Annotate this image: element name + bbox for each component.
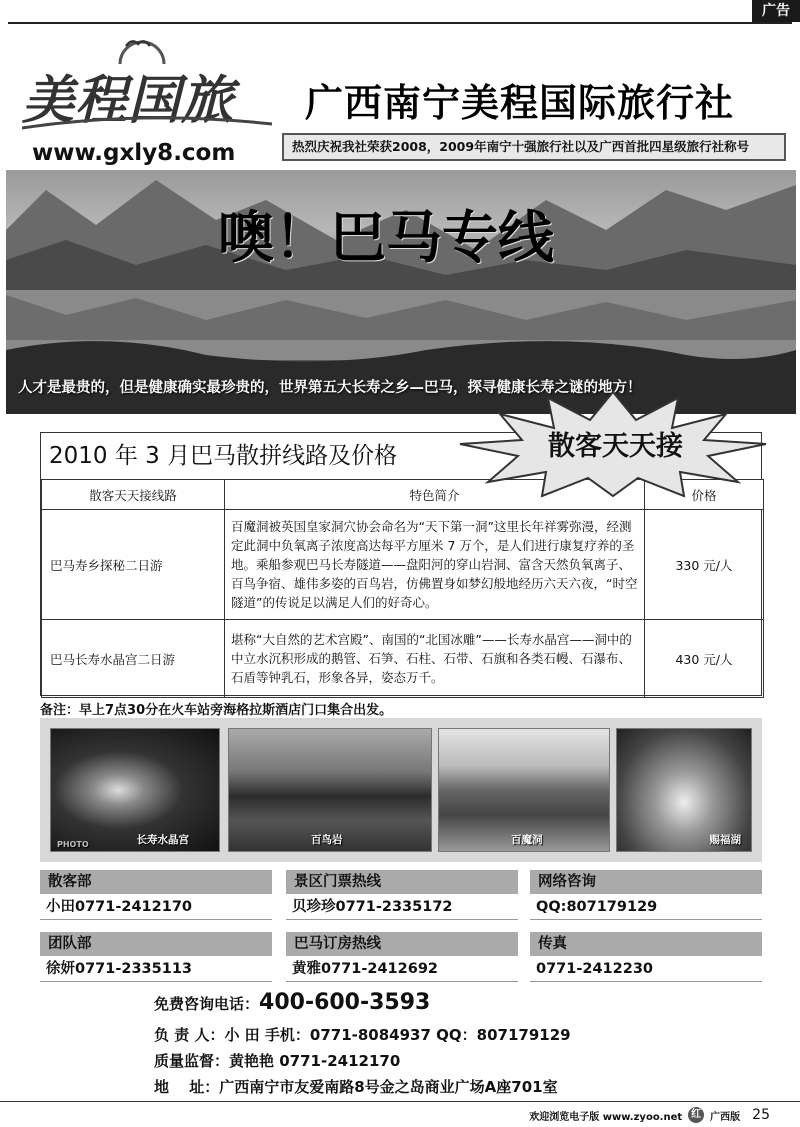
contact-hotel xyxy=(286,932,518,982)
daily-departure-label: 散客天天接 xyxy=(548,431,683,462)
contact-online xyxy=(530,870,762,920)
contact-label: 散客部 xyxy=(40,870,272,894)
footer xyxy=(529,1107,770,1123)
contact-label: 传真 xyxy=(530,932,762,956)
photo-strip xyxy=(40,718,762,862)
hero-slogan: 人才是最贵的，但是健康确实最珍贵的，世界第五大长寿之乡—巴马，探寻健康长寿之谜的地方！ xyxy=(18,380,642,396)
photo-blessing-lake xyxy=(616,728,752,852)
contact-value[interactable]: QQ:807179129 xyxy=(530,894,762,920)
logo-swoosh-icon xyxy=(22,114,272,134)
route-desc: 堪称“大自然的艺术宫殿”、南国的“北国冰雕”——长寿水晶宫——洞中的中立水沉积形成的鹅管、石笋、石柱、石带、石旗和各类石幔、石瀑布、石盾等钟乳石，形象各异，姿态万千。 xyxy=(225,620,645,698)
route-desc: 百魔洞被英国皇家洞穴协会命名为“天下第一洞”这里长年祥雾弥漫，经测定此洞中负氧离子浓度高达每平方厘米 7 万个，是人们进行康复疗养的圣地。乘船参观巴马长寿隧道——盘阳河的穿山岩洞、富含天然负氧离子、百鸟争宿、雄伟多姿的百鸟岩，仿佛置身如梦幻般地经历六天六夜，“时空隧道”的传说足以满足人们的好奇心。 xyxy=(225,510,645,620)
route-price: 330 元/人 xyxy=(645,510,764,620)
contact-fax xyxy=(530,932,762,982)
photo-bird-rock xyxy=(228,728,432,852)
contact-value[interactable]: 小田0771-2412170 xyxy=(40,894,272,920)
company-name: 广西南宁美程国际旅行社 xyxy=(305,81,735,125)
agency-logo xyxy=(12,30,282,130)
contact-label: 团队部 xyxy=(40,932,272,956)
contact-label: 景区门票热线 xyxy=(286,870,518,894)
route-table xyxy=(41,479,764,698)
footer-text[interactable]: 欢迎浏览电子版 www.zyoo.net xyxy=(529,1111,683,1123)
footer-edition: 广西版 xyxy=(710,1111,741,1123)
route-price: 430 元/人 xyxy=(645,620,764,698)
photo-caption: 百魔洞 xyxy=(511,834,543,846)
departure-note: 备注：早上7点30分在火车站旁海格拉斯酒店门口集合出发。 xyxy=(40,703,393,718)
footer-rule xyxy=(0,1101,800,1102)
photo-watermark: PHOTO xyxy=(57,840,89,849)
website-url[interactable]: www.gxly8.com xyxy=(32,140,236,166)
table-row xyxy=(42,510,764,620)
ad-corner-tag: 广告 xyxy=(752,0,800,22)
hero-banner xyxy=(6,170,796,414)
hotline-number[interactable]: 400-600-3593 xyxy=(259,990,431,1015)
header-feature: 特色简介 xyxy=(225,480,645,510)
photo-caption: 赐福湖 xyxy=(709,834,741,846)
header-price: 价格 xyxy=(645,480,764,510)
contact-retail xyxy=(40,870,272,920)
contact-label: 网络咨询 xyxy=(530,870,762,894)
address-line: 地 址：广西南宁市友爱南路8号金之岛商业广场A座701室 xyxy=(154,1078,558,1096)
publisher-badge-icon: 红 xyxy=(688,1107,704,1123)
hero-title: 噢！巴马专线 xyxy=(218,205,554,271)
contact-ticket xyxy=(286,870,518,920)
honor-banner: 热烈庆祝我社荣获2008，2009年南宁十强旅行社以及广西首批四星级旅行社称号 xyxy=(282,133,786,161)
manager-line: 负 责 人：小 田 手机：0771-8084937 QQ：807179129 xyxy=(154,1026,571,1044)
table-row xyxy=(42,620,764,698)
photo-crystal-palace xyxy=(50,728,220,852)
route-heading: 2010 年 3 月巴马散拼线路及价格 xyxy=(49,443,398,469)
quality-line: 质量监督：黄艳艳 0771-2412170 xyxy=(154,1052,401,1070)
route-name: 巴马长寿水晶宫二日游 xyxy=(42,620,225,698)
hotline-label: 免费咨询电话： xyxy=(154,995,260,1013)
logo-wordmark: 美程国旅 xyxy=(22,70,235,131)
route-name: 巴马寿乡探秘二日游 xyxy=(42,510,225,620)
contact-value[interactable]: 0771-2412230 xyxy=(530,956,762,982)
contact-label: 巴马订房热线 xyxy=(286,932,518,956)
photo-caption: 百鸟岩 xyxy=(311,834,343,846)
page-number: 25 xyxy=(752,1107,770,1123)
photo-caption: 长寿水晶宫 xyxy=(136,834,189,846)
contact-group xyxy=(40,932,272,982)
hotline-line xyxy=(154,990,430,1015)
contact-value[interactable]: 贝珍珍0771-2335172 xyxy=(286,894,518,920)
contact-value[interactable]: 黄雅0771-2412692 xyxy=(286,956,518,982)
top-rule xyxy=(8,22,792,24)
header-route: 散客天天接线路 xyxy=(42,480,225,510)
contact-value[interactable]: 徐妍0771-2335113 xyxy=(40,956,272,982)
photo-demon-cave xyxy=(438,728,610,852)
